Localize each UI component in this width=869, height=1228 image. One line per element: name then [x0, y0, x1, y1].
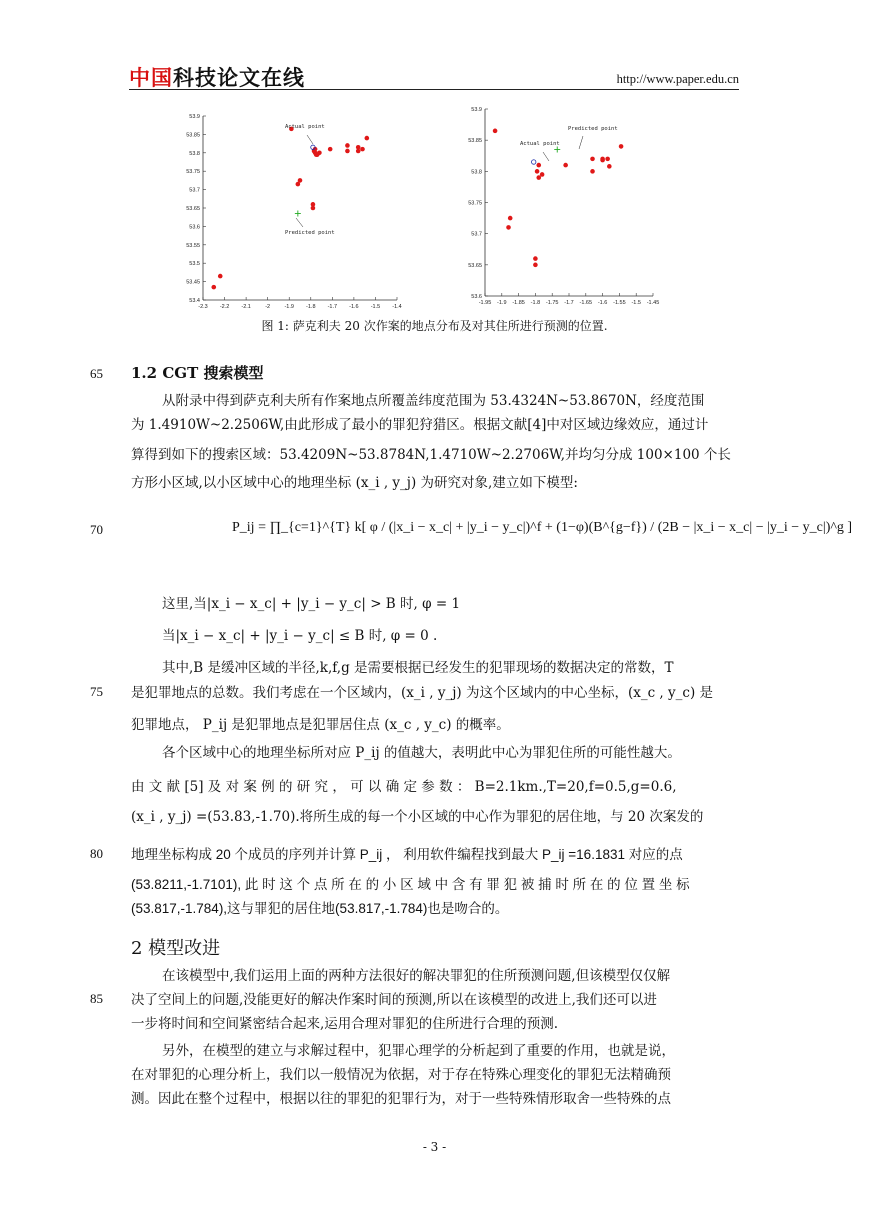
crime-point	[211, 285, 216, 290]
crime-point	[619, 144, 624, 149]
x-tick-label: -1.8	[530, 300, 541, 306]
paragraph-line: 其中,B 是缓冲区域的半径,k,f,g 是需要根据已经发生的犯罪现场的数据决定的常数，T	[162, 660, 674, 676]
y-tick-label: 53.8	[471, 169, 482, 176]
crime-point	[356, 149, 361, 154]
predicted-point-marker	[554, 147, 560, 153]
y-tick-label: 53.85	[468, 138, 482, 145]
crime-point	[360, 147, 365, 152]
crime-point	[493, 129, 498, 134]
paragraph-line: 在该模型中,我们运用上面的两种方法很好的解决罪犯的住所预测问题,但该模型仅仅解	[162, 968, 671, 984]
crime-point	[600, 158, 605, 163]
x-tick-label: -1.7	[327, 304, 338, 310]
line-number: 65	[90, 366, 103, 381]
y-tick-label: 53.5	[189, 261, 200, 268]
header-rule	[129, 89, 739, 90]
line-number: 70	[90, 522, 103, 537]
crime-point	[365, 136, 370, 141]
predicted-point-label: Predicted point	[568, 126, 618, 132]
paragraph-line: (53.817,-1.784),这与罪犯的居住地(53.817,-1.784)也是吻合的。	[131, 901, 509, 916]
x-tick-label: -1.95	[478, 300, 492, 306]
predicted-point-marker	[295, 211, 301, 217]
paragraph-line: 从附录中得到萨克利夫所有作案地点所覆盖纬度范围为 53.4324N~53.8670N，经度范围	[162, 393, 705, 409]
actual-point-arrow	[307, 135, 313, 144]
crime-point	[563, 163, 568, 168]
scatter-chart-right	[463, 103, 688, 315]
y-tick-label: 53.7	[189, 187, 200, 194]
paragraph-line: 地理坐标构成 20 个成员的序列并计算 P_ij ， 利用软件编程找到最大 P_ij =16.1831 对应的点	[131, 847, 683, 862]
paragraph-line: (x_i , y_j) =(53.83,-1.70).将所生成的每一个小区域的中心作为罪犯的居住地，与 20 次案发的	[131, 809, 704, 825]
paragraph-line: 决了空间上的问题,没能更好的解决作案时间的预测,所以在该模型的改进上,我们还可以进	[131, 992, 657, 1008]
x-tick-label: -1.7	[564, 300, 574, 306]
x-tick-label: -1.6	[349, 304, 359, 310]
y-tick-label: 53.45	[186, 279, 200, 286]
crime-point	[533, 263, 538, 268]
y-tick-label: 53.85	[186, 132, 200, 139]
y-tick-label: 53.55	[186, 242, 200, 249]
y-tick-label: 53.9	[189, 114, 200, 120]
crime-point	[535, 169, 540, 174]
y-tick-label: 53.6	[471, 294, 482, 300]
y-tick-label: 53.75	[186, 169, 200, 176]
paragraph-line: 犯罪地点， P_ij 是犯罪地点是犯罪居住点 (x_c , y_c) 的概率。	[131, 717, 510, 733]
scatter-chart-left-svg	[175, 110, 415, 315]
predicted-point-arrow	[579, 136, 583, 149]
paragraph-line: 测。因此在整个过程中，根据以往的罪犯的犯罪行为，对于一些特殊情形取舍一些特殊的点	[131, 1091, 671, 1107]
x-tick-label: -1.85	[512, 300, 525, 306]
section-heading-2: 2 模型改进	[131, 938, 221, 959]
x-tick-label: -2.2	[219, 304, 230, 310]
crime-point	[506, 225, 511, 230]
x-tick-label: -2.3	[198, 304, 208, 310]
x-tick-label: -1.4	[392, 304, 402, 310]
y-tick-label: 53.9	[471, 107, 482, 113]
crime-point	[605, 157, 610, 162]
crime-point	[345, 143, 350, 148]
crime-point	[508, 216, 513, 221]
line-number: 75	[90, 684, 103, 699]
y-tick-label: 53.7	[471, 231, 482, 238]
crime-point	[533, 256, 538, 261]
page-header	[129, 62, 739, 90]
paragraph-line: 是犯罪地点的总数。我们考虑在一个区域内，(x_i , y_j) 为这个区域内的中心坐标，(x_c , y_c) 是	[131, 685, 714, 701]
y-tick-label: 53.65	[468, 262, 482, 269]
crime-point	[540, 172, 545, 177]
x-tick-label: -1.6	[597, 300, 608, 306]
scatter-chart-left	[175, 110, 415, 315]
crime-point	[298, 178, 303, 183]
y-tick-label: 53.6	[189, 224, 200, 231]
crime-point	[311, 206, 316, 211]
paragraph-line: 一步将时间和空间紧密结合起来,运用合理对罪犯的住所进行合理的预测.	[131, 1016, 559, 1032]
logo-black-text: 科技论文在线	[173, 66, 305, 90]
crime-point	[536, 175, 541, 180]
paragraph-line: (53.8211,-1.7101), 此 时 这 个 点 所 在 的 小 区 域 中 含 有 罪 犯 被 捕 时 所 在 的 位 置 坐 标	[131, 877, 690, 892]
y-tick-label: 53.75	[468, 200, 482, 207]
condition-line: 当|x_i − x_c| + |y_i − y_c| ≤ B 时, φ = 0 .	[162, 628, 438, 644]
actual-point-label: Actual point	[520, 141, 560, 147]
y-tick-label: 53.4	[189, 298, 200, 304]
paragraph-line: 各个区域中心的地理坐标所对应 P_ij 的值越大，表明此中心为罪犯住所的可能性越大。	[162, 745, 681, 761]
predicted-point-label: Predicted point	[285, 230, 335, 236]
actual-point-label: Actual point	[285, 124, 325, 130]
line-number: 80	[90, 846, 103, 861]
crime-point	[536, 163, 541, 168]
crime-point	[607, 164, 612, 169]
line-number: 85	[90, 991, 103, 1006]
crime-point	[218, 274, 223, 279]
x-tick-label: -1.9	[497, 300, 507, 306]
x-tick-label: -1.45	[646, 300, 660, 306]
x-tick-label: -1.75	[545, 300, 559, 306]
paragraph-line: 在对罪犯的心理分析上，我们以一般情况为依据，对于存在特殊心理变化的罪犯无法精确预	[131, 1067, 671, 1083]
section-heading-1-2: 1.2 CGT 搜索模型	[131, 364, 264, 382]
logo-red-text: 中国	[129, 66, 173, 90]
cgt-formula: P_ij = ∏_{c=1}^{T} k[ φ / (|x_i − x_c| + |y_i − y_c|)^f + (1−φ)(B^{g−f}) / (2B − |x_i − x_c| − |y_i − y_c|)^g ]	[232, 520, 853, 535]
scatter-chart-right-svg	[463, 103, 688, 315]
x-tick-label: -1.65	[579, 300, 593, 306]
crime-point	[590, 169, 595, 174]
x-tick-label: -2	[265, 304, 271, 310]
x-tick-label: -1.5	[370, 304, 381, 310]
page-number: - 3 -	[422, 1140, 447, 1154]
crime-point	[590, 157, 595, 162]
journal-logo	[129, 62, 305, 92]
paragraph-line: 方形小区域,以小区域中心的地理坐标 (x_i , y_j) 为研究对象,建立如下模型:	[131, 475, 578, 491]
x-tick-label: -1.55	[613, 300, 626, 306]
crime-point	[345, 149, 350, 154]
paragraph-line: 另外，在模型的建立与求解过程中，犯罪心理学的分析起到了重要的作用，也就是说，	[162, 1043, 675, 1059]
x-tick-label: -1.9	[284, 304, 294, 310]
paragraph-line: 算得到如下的搜索区域：53.4209N~53.8784N,1.4710W~2.2706W,并均匀分成 100×100 个长	[131, 447, 731, 463]
x-tick-label: -1.5	[631, 300, 641, 306]
crime-point	[328, 147, 333, 152]
y-tick-label: 53.8	[189, 150, 200, 157]
x-tick-label: -1.8	[306, 304, 316, 310]
paragraph-line: 为 1.4910W~2.2506W,由此形成了最小的罪犯狩猎区。根据文献[4]中对区域边缘效应，通过计	[131, 417, 709, 433]
paragraph-line: 由 文 献 [5] 及 对 案 例 的 研 究 ， 可 以 确 定 参 数 ： B=2.1km.,T=20,f=0.5,g=0.6,	[131, 779, 677, 795]
actual-point-marker	[532, 160, 536, 164]
x-tick-label: -2.1	[241, 304, 251, 310]
actual-point-arrow	[543, 152, 549, 161]
figure-caption: 图 1: 萨克利夫 20 次作案的地点分布及对其住所进行预测的位置.	[261, 319, 608, 333]
predicted-point-arrow	[296, 218, 303, 227]
header-url[interactable]: http://www.paper.edu.cn	[616, 72, 739, 86]
y-tick-label: 53.65	[186, 206, 200, 212]
condition-line: 这里,当|x_i − x_c| + |y_i − y_c| > B 时, φ = 1	[162, 596, 461, 612]
